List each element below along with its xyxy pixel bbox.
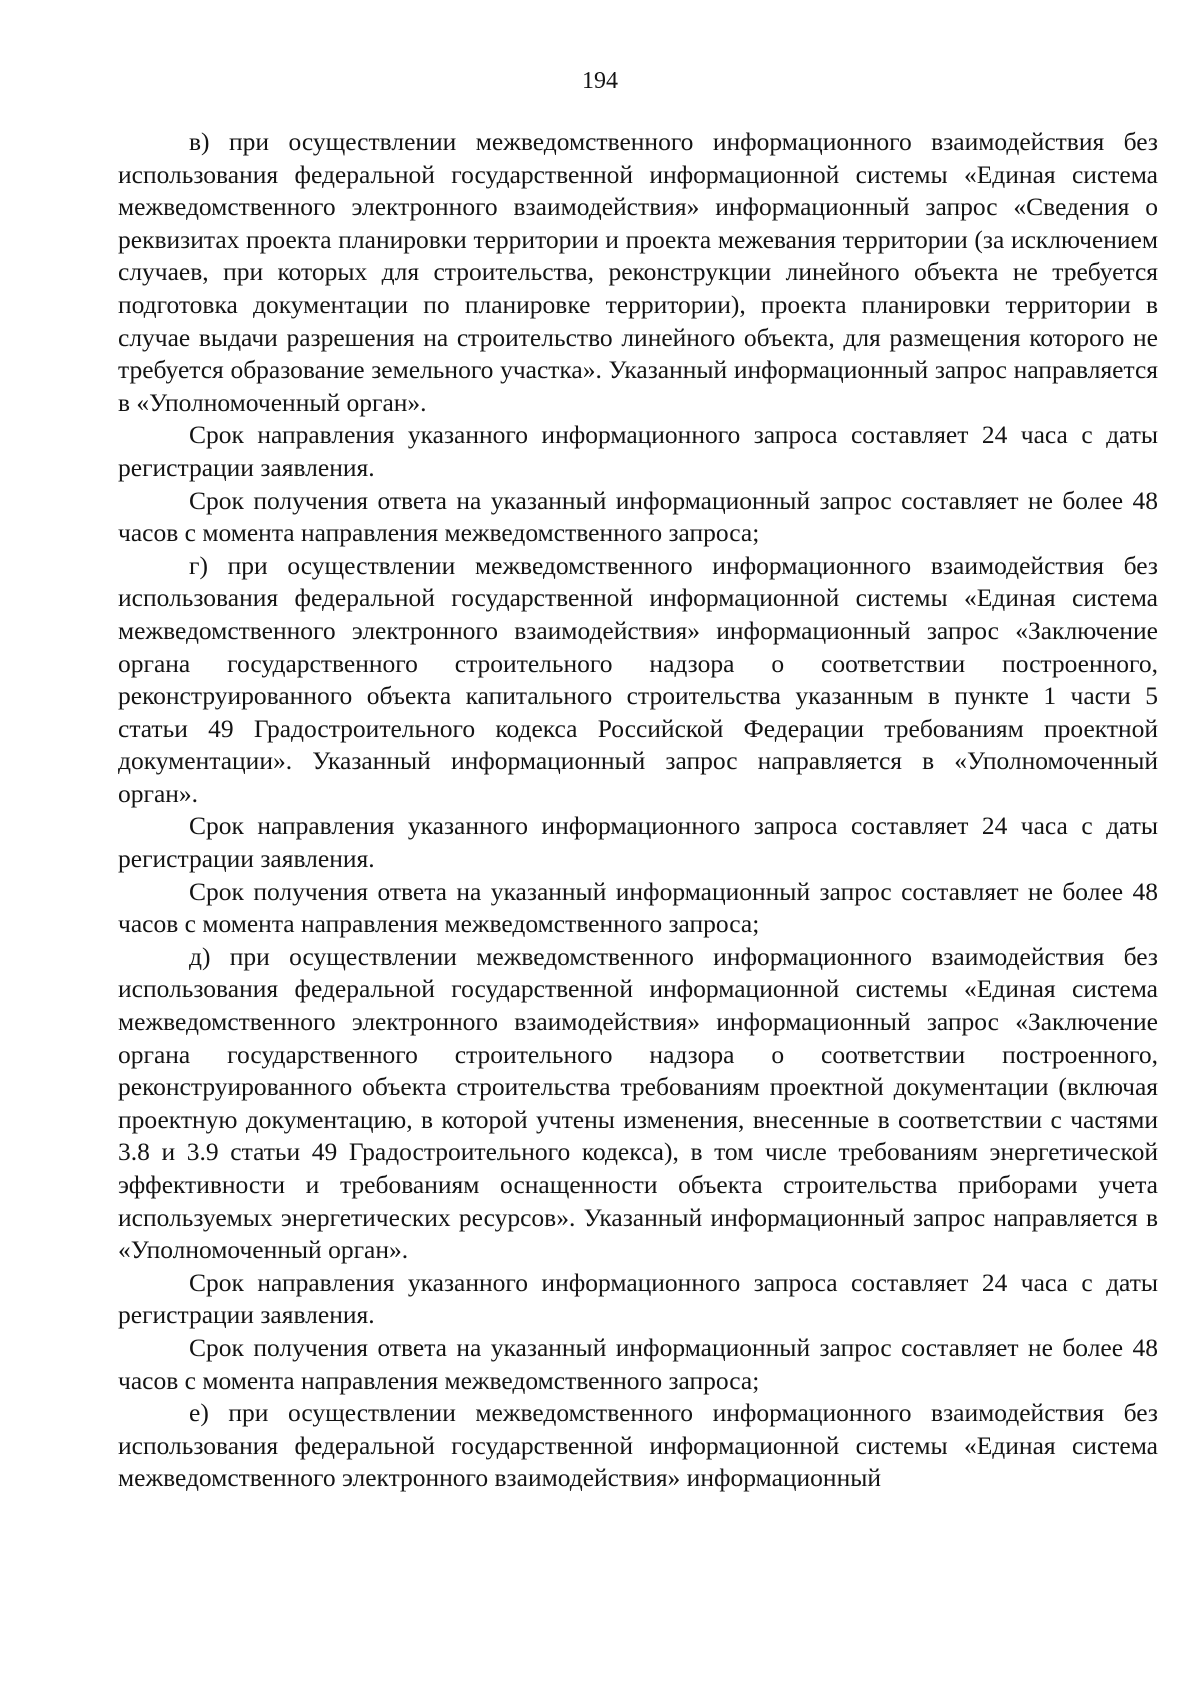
paragraph-response-deadline: Срок получения ответа на указанный информационный запрос составляет не более 48 часов с момента направления межведомственного запроса; [118,485,1158,548]
paragraph-item-v: в) при осуществлении межведомственного информационного взаимодействия без использования федеральной государственной информационной системы «Единая система межведомственного электронного взаимодействия» информационный запрос «Сведения о реквизитах проекта планировки территории и проекта межевания территории (за исключением случаев, при которых для строительства, реконструкции линейного объекта не требуется подготовка документации по планировке территории), проекта планировки территории в случае выдачи разрешения на строительство линейного объекта, для размещения которого не требуется образование земельного участка». Указанный информационный запрос направляется в «Уполномоченный орган». [118,127,1158,417]
paragraph-request-deadline: Срок направления указанного информационного запроса составляет 24 часа с даты регистрации заявления. [118,1267,1158,1330]
paragraph-request-deadline: Срок направления указанного информационного запроса составляет 24 часа с даты регистрации заявления. [118,811,1158,874]
paragraph-response-deadline: Срок получения ответа на указанный информационный запрос составляет не более 48 часов с момента направления межведомственного запроса; [118,876,1158,939]
paragraph-item-g: г) при осуществлении межведомственного информационного взаимодействия без использования федеральной государственной информационной системы «Единая система межведомственного электронного взаимодействия» информационный запрос «Заключение органа государственного строительного надзора о соответствии построенного, реконструированного объекта капитального строительства указанным в пункте 1 части 5 статьи 49 Градостроительного кодекса Российской Федерации требованиям проектной документации». Указанный информационный запрос направляется в «Уполномоченный орган». [118,550,1158,808]
paragraph-request-deadline: Срок направления указанного информационного запроса составляет 24 часа с даты регистрации заявления. [118,420,1158,482]
paragraph-response-deadline: Срок получения ответа на указанный информационный запрос составляет не более 48 часов с момента направления межведомственного запроса; [118,1332,1158,1395]
page-number: 194 [582,68,618,94]
paragraph-item-e: е) при осуществлении межведомственного информационного взаимодействия без использования федеральной государственной информационной системы «Единая система межведомственного электронного взаимодействия» информационный [118,1398,1158,1493]
document-body [118,126,1158,1495]
paragraph-item-d: д) при осуществлении межведомственного информационного взаимодействия без использования федеральной государственной информационной системы «Единая система межведомственного электронного взаимодействия» информационный запрос «Заключение органа государственного строительного надзора о соответствии построенного, реконструированного объекта строительства требованиям проектной документации (включая проектную документацию, в которой учтены изменения, внесенные в соответствии с частями 3.8 и 3.9 статьи 49 Градостроительного кодекса), в том числе требованиям энергетической эффективности и требованиям оснащенности объекта строительства приборами учета используемых энергетических ресурсов». Указанный информационный запрос направляется в «Уполномоченный орган». [118,941,1158,1265]
